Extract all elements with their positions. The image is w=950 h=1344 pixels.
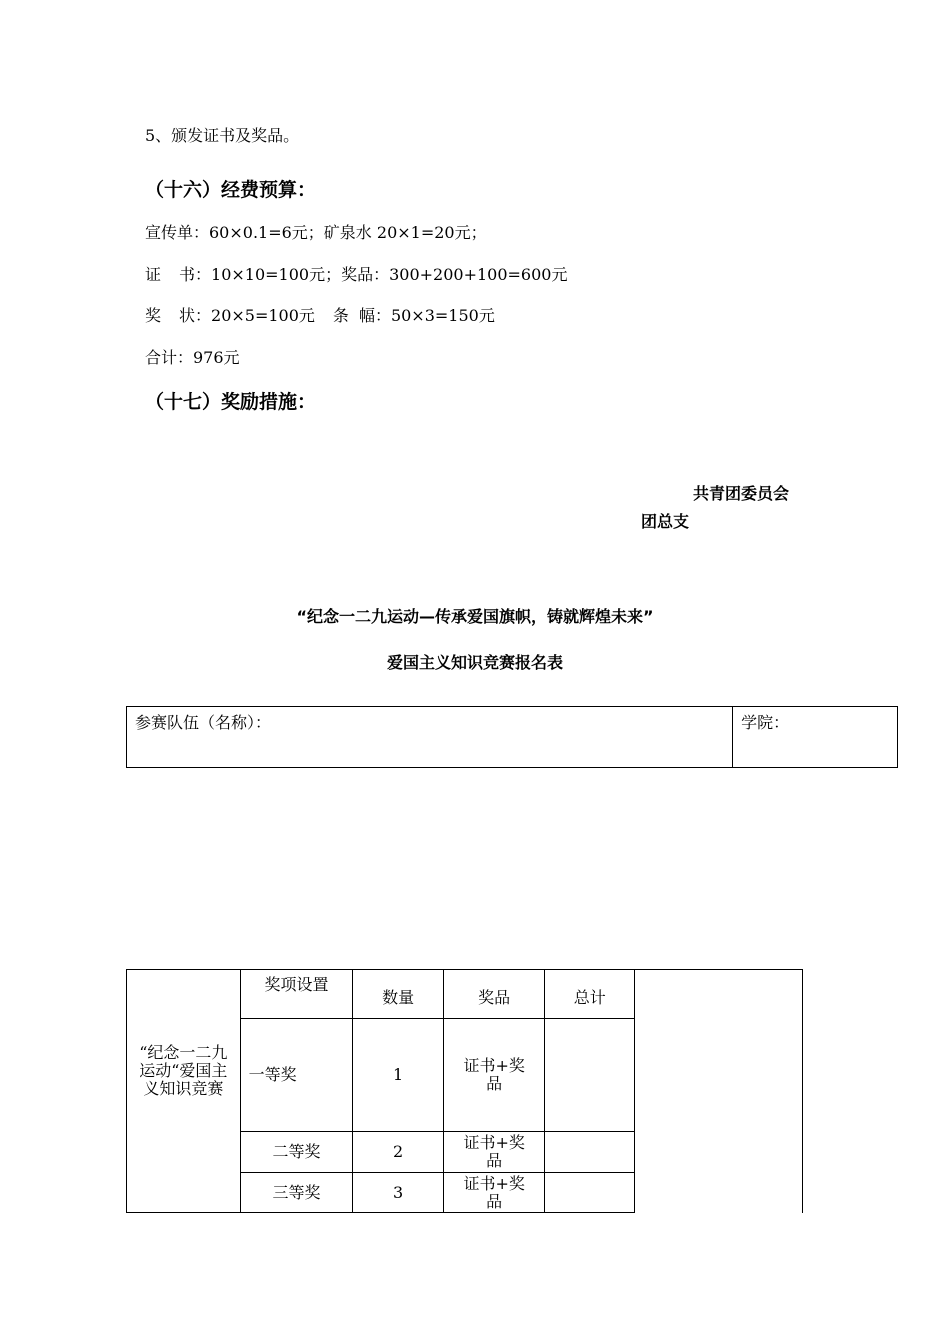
- form-title-line-2: 爱国主义知识竞赛报名表: [386, 653, 563, 672]
- table-header-row: [127, 970, 803, 1019]
- form-title-line-1: “纪念一二九运动—传承爱国旗帜，铸就辉煌未来”: [296, 607, 654, 626]
- blank-cell: [634, 970, 802, 1213]
- college-cell[interactable]: [733, 707, 898, 768]
- event-name-cell: [127, 970, 241, 1213]
- event-name: “纪念一二九运动“爱国主义知识竞赛: [139, 1043, 228, 1098]
- budget-total: 合计：976元: [145, 348, 240, 367]
- award-total[interactable]: [545, 1173, 635, 1213]
- budget-line-3: [145, 303, 495, 326]
- section-17-heading: （十七）奖励措施：: [145, 391, 317, 413]
- award-prize: 证书+奖品: [443, 1019, 545, 1132]
- registration-table: [126, 706, 898, 768]
- award-quantity: 3: [353, 1173, 444, 1213]
- award-label-char: 奖: [145, 306, 162, 325]
- college-label: 学院：: [741, 713, 790, 732]
- item-5-text: 5、颁发证书及奖品。: [145, 126, 300, 145]
- signature-branch: 团总支: [641, 512, 690, 531]
- team-name-cell[interactable]: [127, 707, 733, 768]
- award-name: 三等奖: [240, 1173, 353, 1213]
- prize-table: [126, 969, 803, 1213]
- header-prize: 奖品: [443, 970, 545, 1019]
- award-prize: 证书+奖品: [443, 1173, 545, 1213]
- header-quantity: 数量: [353, 970, 444, 1019]
- banner-cost: 幅：50×3=150元: [358, 306, 495, 325]
- team-name-label: 参赛队伍（名称）：: [135, 713, 272, 732]
- award-quantity: 1: [353, 1019, 444, 1132]
- award-cost: 状：20×5=100元: [179, 306, 315, 325]
- award-name: 一等奖: [240, 1019, 353, 1132]
- award-name: 二等奖: [240, 1132, 353, 1173]
- section-16-heading: （十六）经费预算：: [145, 179, 317, 201]
- award-total[interactable]: [545, 1019, 635, 1132]
- award-quantity: 2: [353, 1132, 444, 1173]
- signature-org: 共青团委员会: [693, 484, 790, 503]
- award-prize: 证书+奖品: [443, 1132, 545, 1173]
- banner-label-char: 条: [332, 306, 349, 325]
- certificate-and-prizes-cost: 书：10×10=100元；奖品：300+200+100=600元: [179, 265, 568, 284]
- budget-line-1: 宣传单：60×0.1=6元；矿泉水 20×1=20元；: [145, 223, 487, 242]
- header-award-setting: 奖项设置: [240, 970, 353, 1019]
- award-total[interactable]: [545, 1132, 635, 1173]
- header-total: 总计: [545, 970, 635, 1019]
- certificate-label-char: 证: [145, 265, 162, 284]
- budget-line-2: [145, 262, 567, 285]
